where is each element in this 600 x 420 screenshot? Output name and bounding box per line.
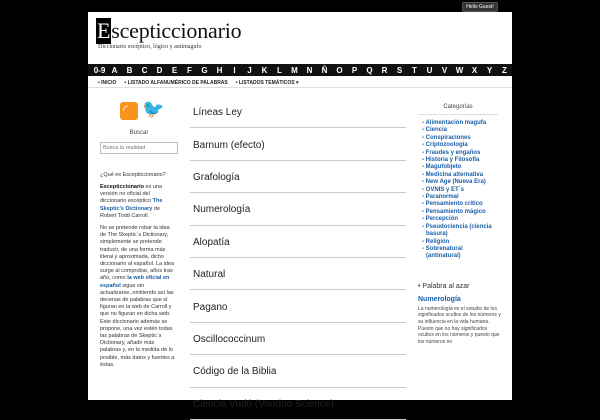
alphabet-letter-link[interactable]: Y (486, 65, 493, 75)
alphabet-letter-link[interactable]: H (216, 65, 223, 75)
hello-guest-button[interactable]: Hello Guest! (462, 2, 498, 12)
alphabet-letter-link[interactable]: O (336, 65, 343, 75)
alphabet-letter-link[interactable]: Q (366, 65, 373, 75)
twitter-icon[interactable]: 🐦 (142, 99, 165, 119)
category-link[interactable]: - Paranormal (418, 194, 498, 201)
entry-link[interactable]: Numerología (190, 193, 406, 225)
search-input[interactable] (100, 142, 178, 154)
entry-link[interactable]: Alopatía (190, 226, 406, 258)
search-title: Buscar (129, 130, 149, 136)
about-text-part: es una versión no oficial del diccionario escéptico (100, 184, 163, 205)
alphabet-letter-link[interactable]: G (201, 65, 208, 75)
alphabet-letter-link[interactable]: Ñ (321, 65, 328, 75)
entries-list (190, 96, 406, 420)
rss-icon[interactable] (120, 102, 138, 120)
nav-item-listados-tematicos[interactable]: • LISTADOS TEMÁTICOS ▾ (236, 80, 299, 86)
official-spanish-web-link[interactable]: la web oficial en español (100, 275, 170, 289)
alphabet-letter-link[interactable]: J (247, 65, 252, 75)
entry-link[interactable]: Oscillococcinum (190, 323, 406, 355)
alphabet-letter-link[interactable]: D (156, 65, 163, 75)
random-word-title: • Palabra al azar (418, 283, 498, 290)
entry-link[interactable]: Líneas Ley (190, 96, 406, 128)
category-link[interactable]: - Medicina alternativa (418, 172, 498, 179)
category-link[interactable]: - Ciencia (418, 127, 498, 134)
about-title: ¿Qué es Escepticcionario? (100, 172, 166, 178)
alphabet-letter-link[interactable]: 0-9 (93, 65, 106, 75)
category-link[interactable]: - Magufobjeto (418, 164, 498, 171)
logo-text: scepticcionario (111, 18, 242, 43)
alphabet-letter-link[interactable]: R (381, 65, 388, 75)
nav-item-inicio[interactable]: • INICIO (98, 80, 116, 86)
entry-link[interactable]: Código de la Biblia (190, 355, 406, 387)
about-text-part: No se pretende robar la idea de The Skeptic´s Dictionary, simplemente se pretende traducir, de una forma más literal y aproximada, dicho diccionario al español. La idea surge al comprobar, años tras año, como (100, 225, 174, 282)
alphabet-letter-link[interactable]: Z (502, 65, 507, 75)
category-link[interactable]: - Sobrenatural (antinatural) (418, 246, 498, 261)
alphabet-letter-link[interactable]: W (455, 65, 464, 75)
category-link[interactable]: - Conspiraciones (418, 135, 498, 142)
entry-link[interactable]: Grafología (190, 161, 406, 193)
category-link[interactable]: - Pseudociencia (ciencia basura) (418, 224, 498, 239)
alphabet-letter-link[interactable]: X (471, 65, 478, 75)
about-text (100, 184, 176, 369)
right-sidebar (418, 104, 501, 345)
alphabet-letter-link[interactable]: A (111, 65, 118, 75)
alphabet-letter-link[interactable]: C (141, 65, 148, 75)
alphabet-letter-link[interactable]: N (306, 65, 313, 75)
about-site-name: Escepticcionario (100, 184, 145, 190)
alphabet-letter-link[interactable]: P (351, 65, 358, 75)
entry-link[interactable]: Pagano (190, 290, 406, 322)
alphabet-letter-link[interactable]: U (426, 65, 433, 75)
random-word-excerpt: La numerología es el estudio de los significados ocultos de los números y su influencia en la vida humana. Puesto que no hay significados ocultos en los números y puesto que los números no (418, 305, 501, 345)
alphabet-letter-link[interactable]: L (277, 65, 282, 75)
category-link[interactable]: - Fraudes y engaños (418, 150, 498, 157)
alphabet-letter-link[interactable]: E (171, 65, 178, 75)
alphabet-letter-link[interactable]: I (233, 65, 236, 75)
random-word-link[interactable]: Numerología (418, 295, 461, 303)
category-link[interactable]: - New Age (Nueva Era) (418, 179, 498, 186)
category-link[interactable]: - Alimentación magufa (418, 120, 498, 127)
category-link[interactable]: - OVNIS y ET´s (418, 187, 498, 194)
about-text-part: sigue sin actualizarse, omitiendo así las decenas de palabras que sí figuran en la web de Carroll y que no figuran en dicha web. Este diccionario además se propone, una vez estén todas las palabras de Skeptic´s Dictionary, añadir más palabras y, en la medida de lo posible, más datos y fuentes a éstas. (100, 282, 175, 368)
entry-link[interactable]: Ciencia Vudú (Voodoo Science) (190, 388, 406, 420)
site-tagline: Diccionario escéptico, lógico y antimagufo (98, 44, 202, 50)
category-link[interactable]: - Pensamiento crítico (418, 201, 498, 208)
top-bar (0, 0, 600, 12)
about-text-part: de Robert Todd Carroll. (100, 205, 161, 219)
categories-list (418, 120, 498, 261)
category-link[interactable]: - Religión (418, 239, 498, 246)
category-link[interactable]: - Historia y Filosofía (418, 157, 498, 164)
main-nav (88, 78, 512, 88)
feed-icons (120, 99, 178, 120)
alphabet-letter-link[interactable]: B (126, 65, 133, 75)
alphabet-letter-link[interactable]: T (412, 65, 417, 75)
categories-title: Categorías (418, 104, 498, 115)
category-link[interactable]: - Criptozoología (418, 142, 498, 149)
alphabet-bar (88, 64, 512, 76)
entry-link[interactable]: Natural (190, 258, 406, 290)
site-logo[interactable] (96, 18, 241, 44)
alphabet-letter-link[interactable]: M (291, 65, 298, 75)
alphabet-letter-link[interactable]: S (396, 65, 403, 75)
left-sidebar (100, 99, 178, 369)
alphabet-letter-link[interactable]: K (261, 65, 268, 75)
skeptics-dictionary-link[interactable]: The Skeptic's Dictionary (100, 198, 163, 212)
category-link[interactable]: - Percepción (418, 216, 498, 223)
page-container (88, 12, 512, 410)
category-link[interactable]: - Pensamiento mágico (418, 209, 498, 216)
logo-first-letter: E (97, 18, 111, 43)
alphabet-letter-link[interactable]: V (441, 65, 448, 75)
entry-link[interactable]: Barnum (efecto) (190, 128, 406, 160)
alphabet-letter-link[interactable]: F (187, 65, 192, 75)
nav-item-listado-alfanumerico[interactable]: • LISTADO ALFANUMÉRICO DE PALABRAS (124, 80, 227, 86)
